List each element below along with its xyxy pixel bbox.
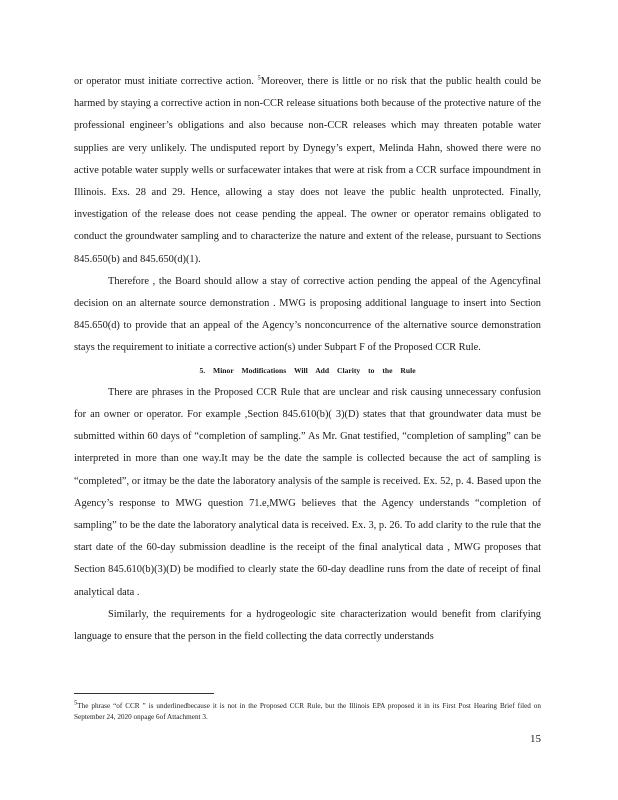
footnote xyxy=(74,701,541,723)
paragraph-1 xyxy=(74,71,541,271)
footnote-reference: 5 xyxy=(257,74,261,82)
paragraph-4: Similarly, the requirements for a hydrogeologic site characterization would benefit from clarifying language to ensure that the person in the field collecting the data correctly understands xyxy=(74,608,541,643)
footnote-marker: 5 xyxy=(74,699,78,707)
paragraph-2: Therefore , the Board should allow a stay of corrective action pending the appeal of the Agencyfinal decision on an alternate source demonstration . MWG is proposing additional language to insert into Section 845.650(d) to provide that an appeal of the Agency’s nonconcurrence of the alternative source demonstration stays the requirement to initiate a corrective action(s) under Subpart F of the Proposed CCR Rule. xyxy=(74,275,541,354)
section-heading: 5. Minor Modifications Will Add Clarity to the Rule xyxy=(199,365,416,375)
paragraph-3: There are phrases in the Proposed CCR Rule that are unclear and risk causing unnecessary confusion for an owner or operator. For example ,Section 845.610(b)( 3)(D) states that that groundwater data must be submitted within 60 days of “completion of sampling.” As Mr. Gnat testified, “completion of sampling” can be interpreted in more than one way.It may be the date the sample is collected because the act of sampling is “completed”, or itmay be the date the laboratory analysis of the sample is received. Ex. 52, p. 4. Based upon the Agency’s response to MWG question 71.e,MWG believes that the Agency understands “completion of sampling” to be the date the laboratory analytical data is received. Ex. 3, p. 26. To add clarity to the rule that the start date of the 60-day submission deadline is the receipt of the final analytical data , MWG proposes that Section 845.610(b)(3)(D) be modified to clearly state the 60-day deadline runs from the date of receipt of final analytical data . xyxy=(74,386,541,598)
page-number: 15 xyxy=(530,733,541,745)
footnote-divider xyxy=(74,693,214,694)
paragraph-1-text-a: or operator must initiate corrective action. xyxy=(74,76,258,87)
paragraph-1-text-b: Moreover, there is little or no risk that the public health could be harmed by staying a corrective action in non-CCR release situations both because of the protective nature of the professional engineer’s obligations and also because non-CCR releases which may threaten potable water supplies are very unlikely. The undisputed report by Dynegy’s expert, Melinda Hahn, showed there were no active potable water supply wells or surfacewater intakes that were at risk from a CCR surface impoundment in Illinois. Exs. 28 and 29. Hence, allowing a stay does not leave the public health unprotected. Finally, investigation of the release does not cease pending the appeal. The owner or operator remains obligated to conduct the groundwater sampling and to characterize the nature and extent of the release, pursuant to Sections 845.650(b) and 845.650(d)(1). xyxy=(74,76,541,265)
footnote-text: The phrase “of CCR ” is underlinedbecause it is not in the Proposed CCR Rule, but the Illinois EPA proposed it in its First Post Hearing Brief filed on September 24, 2020 onpage 6of Attachment 3. xyxy=(74,702,541,721)
body-text xyxy=(74,71,541,648)
